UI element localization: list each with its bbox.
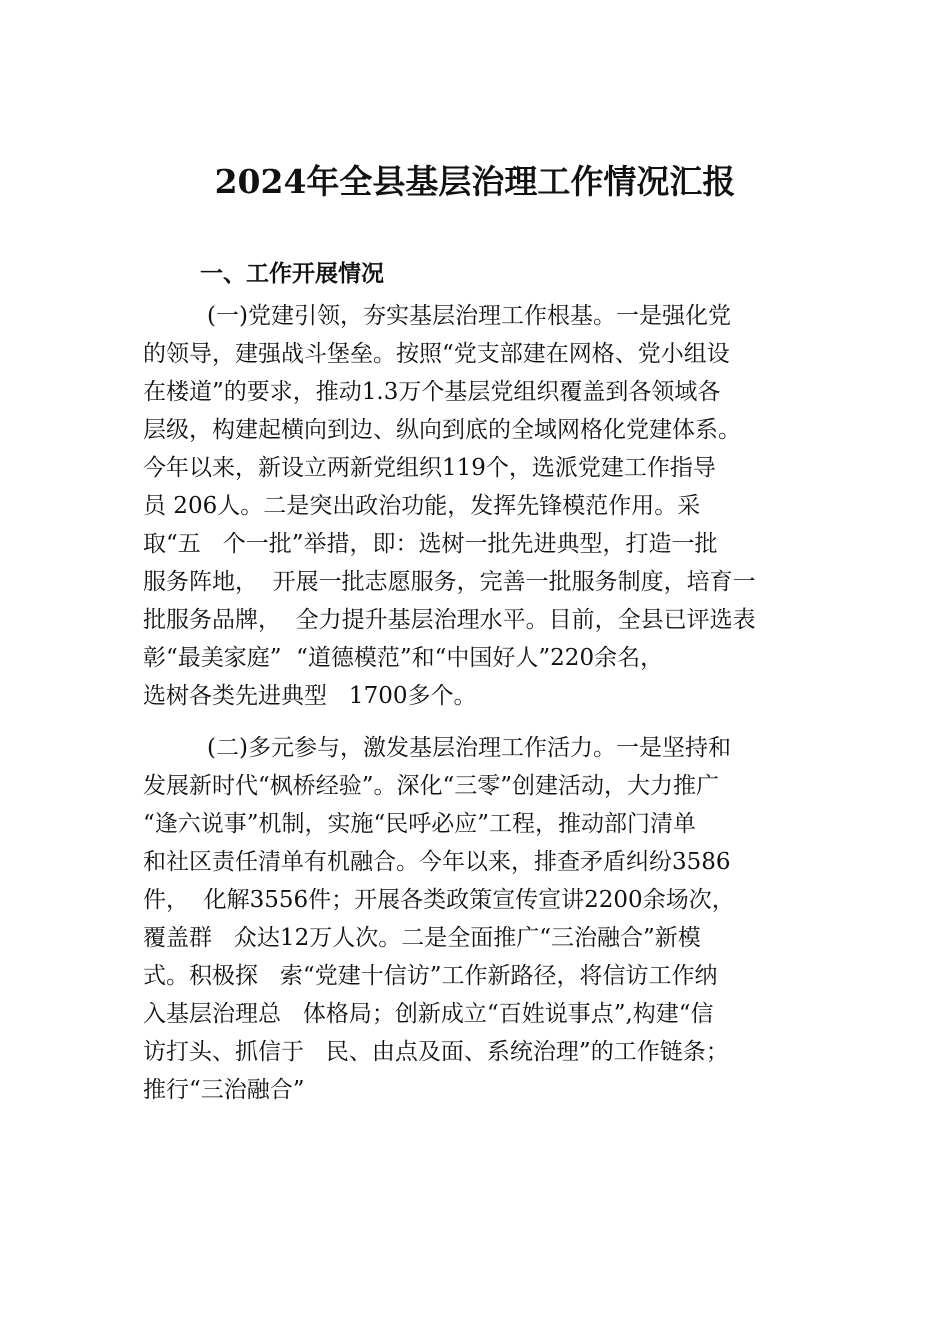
paragraph-line: 覆盖群 众达12万人次。二是全面推广“三治融合”新模 bbox=[143, 925, 701, 951]
paragraph-line: 的领导，建强战斗堡垒。按照“党支部建在网格、党小组设 bbox=[143, 341, 730, 367]
paragraph-line: 今年以来，新设立两新党组织119个，选派党建工作指导 bbox=[143, 455, 716, 481]
paragraph-line: 在楼道”的要求，推动1.3万个基层党组织覆盖到各领域各 bbox=[143, 379, 721, 405]
paragraph-line: 员 206人。二是突出政治功能，发挥先锋模范作用。采 bbox=[143, 493, 701, 519]
paragraph-line: “逢六说事”机制，实施“民呼必应”工程，推动部门清单 bbox=[143, 811, 697, 837]
paragraph-line: 服务阵地， 开展一批志愿服务，完善一批服务制度，培育一 bbox=[143, 569, 756, 595]
paragraph-line: 推行“三治融合” bbox=[143, 1077, 305, 1103]
paragraph-line: 取“五 个一批”举措，即：选树一批先进典型，打造一批 bbox=[143, 531, 718, 557]
paragraph-line: (二)多元参与，激发基层治理工作活力。一是坚持和 bbox=[207, 735, 731, 761]
paragraph-line: 彰“最美家庭” “道德模范”和“中国好人”220余名， bbox=[143, 645, 664, 671]
paragraph-line: 批服务品牌， 全力提升基层治理水平。目前，全县已评选表 bbox=[143, 607, 756, 633]
paragraph-line: 式。积极探 索“党建十信访”工作新路径，将信访工作纳 bbox=[143, 963, 718, 989]
document-title: 2024年全县基层治理工作情况汇报 bbox=[214, 162, 736, 201]
paragraph-party-building bbox=[143, 297, 823, 715]
paragraph-line: 选树各类先进典型 1700多个。 bbox=[143, 683, 477, 709]
paragraph-line: 和社区责任清单有机融合。今年以来，排查矛盾纠纷3586 bbox=[143, 849, 731, 875]
paragraph-multi-participation bbox=[143, 729, 823, 1109]
paragraph-line: 入基层治理总 体格局；创新成立“百姓说事点”,构建“信 bbox=[143, 1001, 714, 1027]
paragraph-line: 层级，构建起横向到边、纵向到底的全域网格化党建体系。 bbox=[143, 417, 741, 443]
paragraph-line: (一)党建引领，夯实基层治理工作根基。一是强化党 bbox=[207, 303, 731, 329]
section-heading: 一、工作开展情况 bbox=[200, 261, 384, 287]
paragraph-line: 访打头、抓信于 民、由点及面、系统治理”的工作链条； bbox=[143, 1039, 729, 1065]
paragraph-line: 件， 化解3556件；开展各类政策宣传宣讲2200余场次， bbox=[143, 887, 735, 913]
paragraph-line: 发展新时代“枫桥经验”。深化“三零”创建活动，大力推广 bbox=[143, 773, 720, 799]
